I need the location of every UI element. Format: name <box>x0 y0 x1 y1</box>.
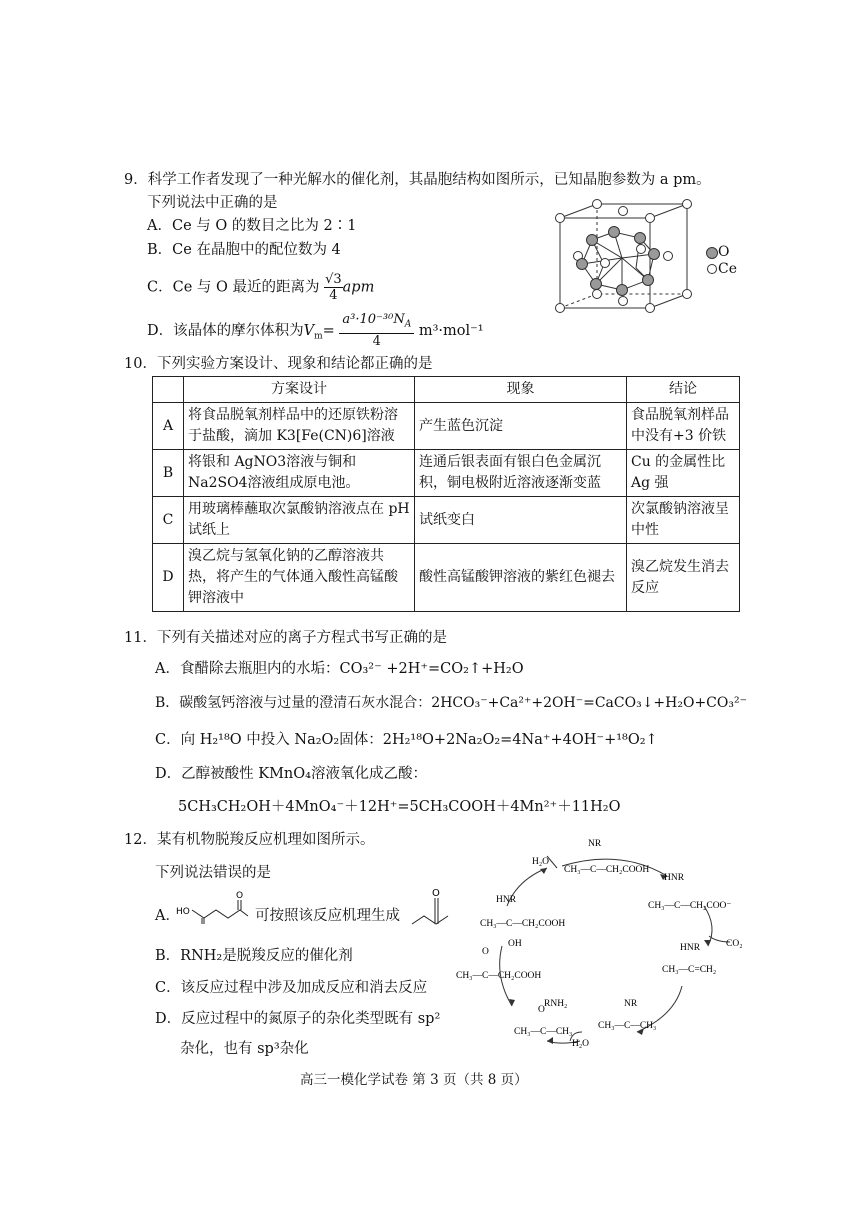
q12-stem: 12．某有机物脱羧反应机理如图所示。 <box>124 832 375 848</box>
table-row <box>153 450 740 497</box>
mech-species-left: CH₃—C—CH₂COOH <box>456 971 542 981</box>
structure-label-o: O <box>432 888 440 899</box>
fraction-denominator: 4 <box>372 333 381 349</box>
table-row <box>153 544 740 612</box>
row-phenomenon: 产生蓝色沉淀 <box>415 403 627 450</box>
mech-species-right2: CH₃—C=CH₂ <box>662 965 717 975</box>
row-key: D <box>153 544 184 612</box>
molar-volume-symbol: V <box>303 322 315 339</box>
mech-species-bottom-right: CH₃—C—CH₃ <box>598 1021 657 1031</box>
molar-volume-sub: m <box>314 331 323 342</box>
row-design: 将食品脱氧剂样品中的还原铁粉溶于盐酸，滴加 K3[Fe(CN)6]溶液 <box>184 403 415 450</box>
q11-stem: 11．下列有关描述对应的离子方程式书写正确的是 <box>124 630 447 646</box>
q9-stem-line1: 9．科学工作者发现了一种光解水的催化剂，其晶胞结构如图所示，已知晶胞参数为 a pm。 <box>124 172 711 188</box>
q12-option-d-line1: D．反应过程中的氮原子的杂化类型既有 sp² <box>155 1011 441 1027</box>
row-design: 溴乙烷与氢氧化钠的乙醇溶液共热，将产生的气体通入酸性高锰酸钾溶液中 <box>184 544 415 612</box>
q10-stem: 10．下列实验方案设计、现象和结论都正确的是 <box>124 356 433 372</box>
crystal-cell-figure <box>552 198 742 326</box>
mech-o-left: O <box>482 947 489 957</box>
mech-species-bottom-left: CH₃—C—CH₃ <box>514 1027 573 1037</box>
mech-hnr-2: HNR <box>680 943 701 953</box>
page-footer: 高三一模化学试卷 第 3 页（共 8 页） <box>300 1072 528 1088</box>
mechanism-diagram <box>452 836 752 1058</box>
q12-option-a-label: A． <box>155 908 180 924</box>
row-conclusion: 次氯酸钠溶液呈中性 <box>627 497 740 544</box>
fraction-denominator: 4 <box>329 288 338 303</box>
mech-nr-bottom: NR <box>624 999 638 1009</box>
mech-hnr-1: HNR <box>664 873 685 883</box>
q9-option-b: B．Ce 在晶胞中的配位数为 4 <box>147 242 341 258</box>
q10-table <box>152 376 740 612</box>
q12-option-c: C．该反应过程中涉及加成反应和消去反应 <box>155 980 428 996</box>
row-key: A <box>153 403 184 450</box>
table-row <box>153 497 740 544</box>
q12-option-a-text: 可按照该反应机理生成 <box>255 908 400 924</box>
q9-option-d-unit: m³·mol⁻¹ <box>418 322 484 339</box>
mech-h2o-bottom: H₂O <box>572 1039 590 1049</box>
q12-substem: 下列说法错误的是 <box>155 865 271 881</box>
mech-h2o-top: H₂O <box>532 857 550 867</box>
mech-species-left-top: CH₃—C—CH₂COOH <box>480 919 566 929</box>
legend-ce-label: Ce <box>718 261 737 277</box>
header-cell: 结论 <box>627 377 740 403</box>
mech-rnh2: RNH₂ <box>544 999 568 1009</box>
q12-option-b: B．RNH₂是脱羧反应的催化剂 <box>155 948 353 964</box>
reactant-structure <box>172 888 252 928</box>
q11-option-a: A．食醋除去瓶胆内的水垢：CO₃²⁻ +2H⁺=CO₂↑+H₂O <box>155 661 524 677</box>
mech-species-top: CH₃—C—CH₂COOH <box>564 865 650 875</box>
header-cell <box>153 377 184 403</box>
row-conclusion: Cu 的金属性比 Ag 强 <box>627 450 740 497</box>
q11-option-d: D．乙醇被酸性 KMnO₄溶液氧化成乙酸： <box>155 766 427 782</box>
q9-option-c-fraction <box>324 272 343 303</box>
row-key: B <box>153 450 184 497</box>
q11-option-d-equation: 5CH₃CH₂OH＋4MnO₄⁻＋12H⁺=5CH₃COOH＋4Mn²⁺＋11H₂O <box>178 799 621 815</box>
q9-option-c <box>147 272 374 303</box>
q9-option-a: A．Ce 与 O 的数目之比为 2∶1 <box>147 218 357 234</box>
q12-option-d-line2: 杂化，也有 sp³杂化 <box>180 1041 309 1057</box>
row-key: C <box>153 497 184 544</box>
row-phenomenon: 酸性高锰酸钾溶液的紫红色褪去 <box>415 544 627 612</box>
mech-nr-top: NR <box>588 839 602 849</box>
table-header-row <box>153 377 740 403</box>
header-cell: 方案设计 <box>184 377 415 403</box>
q11-option-c: C．向 H₂¹⁸O 中投入 Na₂O₂固体：2H₂¹⁸O+2Na₂O₂=4Na⁺+4OH⁻+¹⁸O₂↑ <box>155 732 658 748</box>
fraction-numerator: √3 <box>325 272 342 287</box>
header-cell: 现象 <box>415 377 627 403</box>
row-design: 将银和 AgNO3溶液与铜和 Na2SO4溶液组成原电池。 <box>184 450 415 497</box>
q9-option-d: D．该晶体的摩尔体积为$V_m=$ $\frac{a^3\cdot 10^{-30}N_A}{4}$ m³·mol⁻¹ <box>147 312 484 349</box>
structure-label-o: O <box>236 891 244 901</box>
q9-stem-line2: 下列说法中正确的是 <box>147 195 278 211</box>
q11-option-b: B．碳酸氢钙溶液与过量的澄清石灰水混合：2HCO₃⁻+Ca²⁺+2OH⁻=CaCO₃↓+H₂O+CO₃²⁻ <box>155 695 747 711</box>
q9-option-c-unit: apm <box>342 279 375 296</box>
mech-co2: CO₂ <box>726 939 743 949</box>
fraction-numerator: a³·10⁻³⁰N <box>342 312 405 327</box>
q9-option-c-label: C．Ce 与 O 最近的距离为 <box>147 279 320 296</box>
row-conclusion: 食品脱氧剂样品中没有+3 价铁 <box>627 403 740 450</box>
table-row <box>153 403 740 450</box>
structure-label-ho: HO <box>176 907 190 917</box>
row-phenomenon: 连通后银表面有银白色金属沉积，铜电极附近溶液逐渐变蓝 <box>415 450 627 497</box>
product-structure <box>408 884 458 932</box>
mech-oh: OH <box>508 939 522 949</box>
mech-species-right1: CH₃—C—CH₂COO⁻ <box>648 901 732 911</box>
q9-option-d-label: D．该晶体的摩尔体积为 <box>147 322 304 339</box>
row-design: 用玻璃棒蘸取次氯酸钠溶液点在 pH 试纸上 <box>184 497 415 544</box>
mech-hnr-left: HNR <box>496 895 517 905</box>
q9-option-d-fraction <box>339 312 414 350</box>
legend-o-label: O <box>718 244 730 260</box>
fraction-numerator-sub: A <box>404 319 412 330</box>
row-phenomenon: 试纸变白 <box>415 497 627 544</box>
mech-o-bottom: O <box>538 1005 545 1015</box>
row-conclusion: 溴乙烷发生消去反应 <box>627 544 740 612</box>
